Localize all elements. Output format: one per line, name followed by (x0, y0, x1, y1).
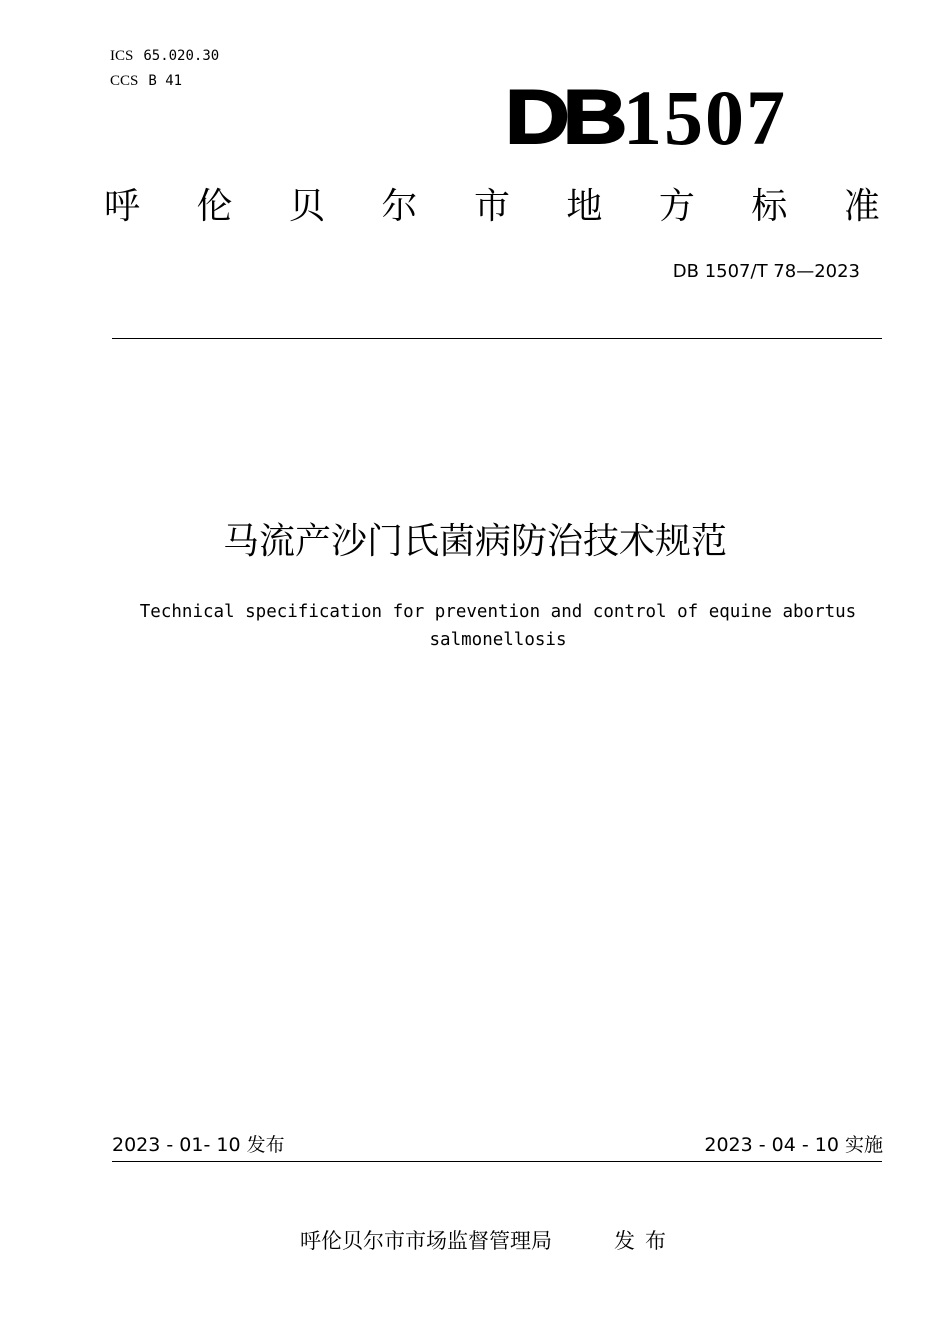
bottom-divider (112, 1161, 882, 1162)
db-logo-letters: DB (505, 75, 621, 160)
standard-type-char: 贝 (288, 186, 325, 227)
title-chinese: 马流产沙门氏菌病防治技术规范 (222, 521, 727, 562)
standard-type-char: 呼 (104, 186, 141, 227)
issue-date: 2023 - 01- 10 发布 (112, 1134, 285, 1156)
ccs-label: CCS (110, 73, 139, 89)
ics-code (110, 46, 219, 66)
standard-number: DB 1507/T 78—2023 (672, 261, 860, 282)
standard-type-char: 准 (843, 186, 880, 227)
top-divider (112, 338, 882, 339)
title-english-line1: Technical specification for prevention and control of equine abortus (139, 602, 857, 622)
standard-type-char: 地 (566, 186, 603, 227)
ics-value: 65.020.30 (143, 48, 220, 64)
implementation-date: 2023 - 04 - 10 实施 (704, 1134, 883, 1156)
standard-type-char: 市 (473, 186, 510, 227)
db-logo-digits: 1507 (623, 74, 787, 161)
ccs-value: B 41 (148, 73, 183, 89)
ics-label: ICS (110, 48, 134, 64)
standard-type-char: 伦 (196, 186, 233, 227)
standard-type-char: 标 (751, 186, 788, 227)
issue-label: 发布 (614, 1229, 676, 1253)
ccs-code (110, 71, 182, 91)
issuing-authority: 呼伦贝尔市市场监督管理局 (300, 1229, 552, 1253)
standard-type-char: 尔 (381, 186, 418, 227)
title-english-line2: salmonellosis (429, 630, 567, 650)
standard-type-heading (104, 184, 880, 234)
standard-type-char: 方 (658, 186, 695, 227)
db-logo (505, 74, 825, 161)
